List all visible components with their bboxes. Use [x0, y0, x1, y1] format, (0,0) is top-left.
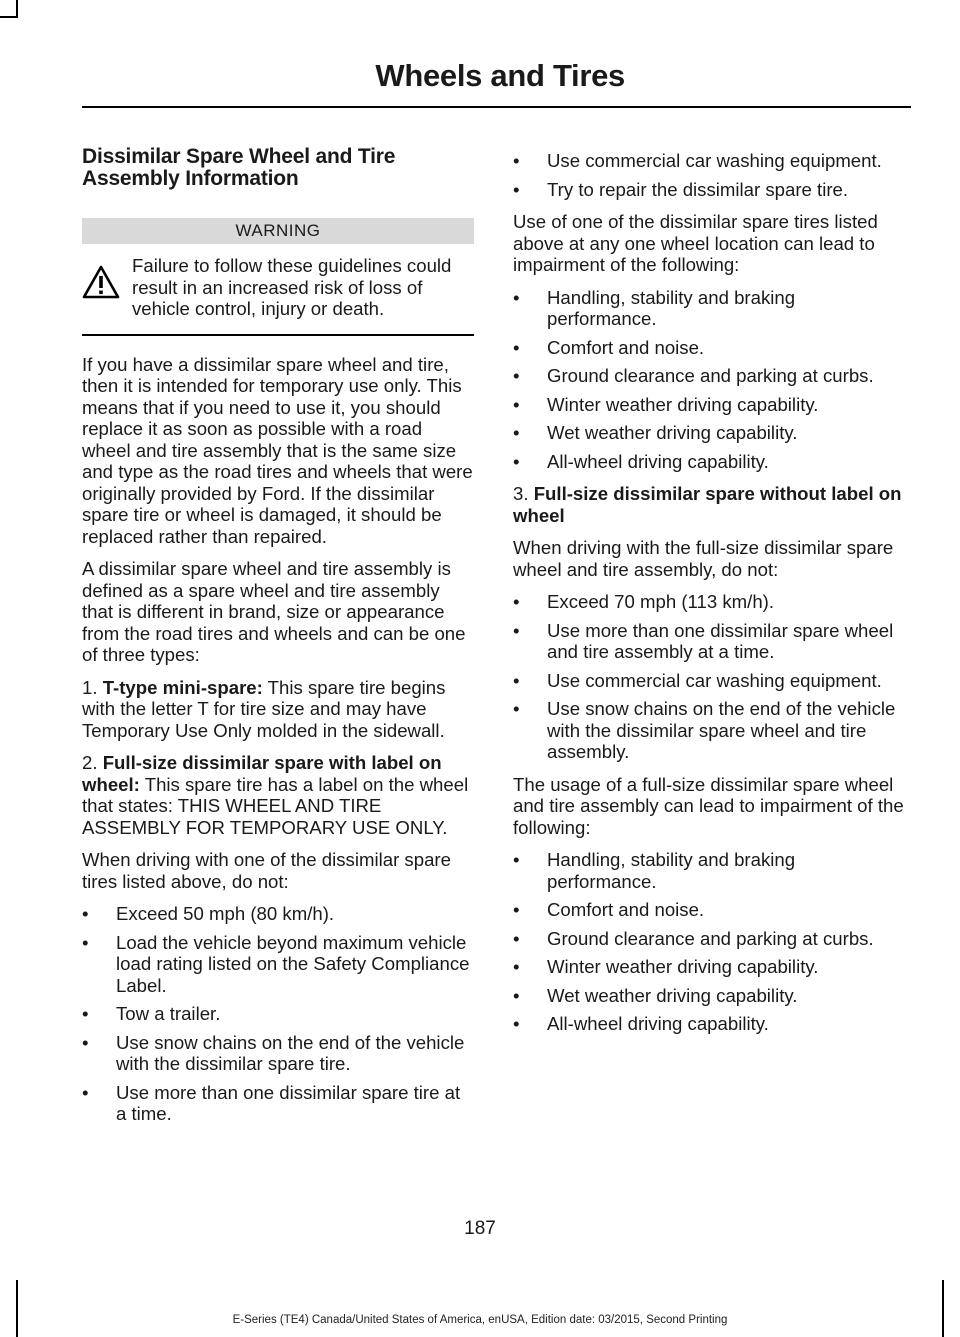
- list-item: [82, 932, 474, 997]
- bullet-marker: •: [513, 984, 520, 1006]
- list-item-text: Use snow chains on the end of the vehicle with the dissimilar spare wheel and tire assembly.: [547, 698, 896, 762]
- type-1-paragraph: [82, 677, 474, 742]
- list-item-text: Handling, stability and braking performance.: [547, 849, 796, 892]
- list-item-text: All-wheel driving capability.: [547, 450, 769, 472]
- list-item: [513, 956, 909, 978]
- bullet-marker: •: [513, 1013, 520, 1034]
- type-2-paragraph: [82, 752, 474, 838]
- bullet-list: [513, 591, 909, 763]
- bullet-marker: •: [513, 899, 520, 920]
- bullet-marker: •: [513, 450, 520, 472]
- list-item-text: Use more than one dissimilar spare wheel and tire assembly at a time.: [547, 619, 894, 662]
- page-number: 187: [464, 1218, 496, 1239]
- list-item: [513, 451, 909, 473]
- left-column: [82, 146, 474, 1136]
- warning-header: WARNING: [82, 218, 474, 244]
- paragraph: When driving with one of the dissimilar spare tires listed above, do not:: [82, 849, 451, 892]
- type-heading: T-type mini-spare:: [102, 676, 263, 698]
- footer-edition-text: E-Series (TE4) Canada/United States of America, enUSA, Edition date: 03/2015, Second Printing: [232, 1314, 728, 1326]
- bullet-marker: •: [513, 393, 520, 415]
- list-item-text: All-wheel driving capability.: [547, 1013, 769, 1034]
- list-item-text: Use commercial car washing equipment.: [547, 669, 882, 691]
- list-item-text: Use snow chains on the end of the vehicle with the dissimilar spare tire.: [116, 1031, 465, 1074]
- list-item-text: Exceed 70 mph (113 km/h).: [547, 591, 775, 612]
- bullet-marker: •: [513, 619, 520, 641]
- list-item: [513, 287, 909, 330]
- list-item-text: Handling, stability and braking performance.: [547, 286, 796, 329]
- list-item-text: Comfort and noise.: [547, 899, 705, 920]
- bullet-marker: •: [513, 849, 520, 870]
- warning-triangle-icon: [82, 255, 132, 304]
- paragraph: The usage of a full-size dissimilar spare wheel and tire assembly can lead to impairment of the following:: [513, 773, 904, 838]
- list-item: [513, 394, 909, 416]
- list-item-text: Use commercial car washing equipment.: [547, 150, 882, 171]
- list-item-text: Use more than one dissimilar spare tire at a time.: [116, 1081, 461, 1124]
- bullet-marker: •: [513, 927, 520, 949]
- list-item: [513, 1013, 909, 1035]
- list-item: [513, 365, 909, 387]
- bullet-marker: •: [82, 1003, 89, 1024]
- type-heading: Full-size dissimilar spare with label on wheel:: [82, 752, 442, 795]
- type-number: 1.: [82, 676, 103, 698]
- list-item: [513, 591, 909, 613]
- bullet-marker: •: [513, 336, 520, 358]
- list-item-text: Load the vehicle beyond maximum vehicle load rating listed on the Safety Compliance Label.: [116, 931, 470, 996]
- bullet-list: [513, 287, 909, 473]
- list-item: [513, 670, 909, 692]
- section-title: Dissimilar Spare Wheel and Tire Assembly Information: [82, 145, 396, 190]
- list-item: [513, 620, 909, 663]
- type-3-heading: [513, 483, 909, 526]
- paragraph: When driving with the full-size dissimilar spare wheel and tire assembly, do not:: [513, 537, 894, 580]
- bullet-list: [513, 849, 909, 1035]
- page-header-title: Wheels and Tires: [375, 58, 625, 93]
- list-item: [82, 1082, 474, 1125]
- crop-mark: [942, 1280, 944, 1337]
- crop-mark: [16, 1280, 18, 1337]
- bullet-marker: •: [513, 698, 520, 719]
- type-description: This spare tire has a label on the wheel that states: THIS WHEEL AND TIRE ASSEMBLY FOR TEMPORARY USE ONLY.: [82, 773, 469, 838]
- list-item: [513, 150, 909, 172]
- bullet-marker: •: [513, 150, 520, 171]
- right-column: [513, 150, 909, 1046]
- paragraph: A dissimilar spare wheel and tire assembly is defined as a spare wheel and tire assembly that is different in brand, size or appearance from the road tires and wheels and can be one of three types:: [82, 558, 466, 665]
- list-item: [82, 1003, 474, 1025]
- list-item: [82, 903, 474, 925]
- bullet-marker: •: [82, 903, 89, 924]
- bullet-marker: •: [513, 669, 520, 691]
- list-item: [513, 899, 909, 921]
- type-heading: Full-size dissimilar spare without label on wheel: [513, 483, 902, 526]
- bullet-marker: •: [513, 178, 520, 200]
- list-item: [513, 985, 909, 1007]
- bullet-marker: •: [513, 422, 520, 443]
- type-number: 3.: [513, 483, 534, 504]
- warning-box: [82, 255, 474, 336]
- list-item: [513, 422, 909, 444]
- bullet-list: [513, 150, 909, 200]
- header-rule: [82, 106, 911, 108]
- list-item-text: Wet weather driving capability.: [547, 422, 798, 443]
- list-item-text: Try to repair the dissimilar spare tire.: [547, 178, 849, 200]
- bullet-marker: •: [513, 591, 520, 612]
- list-item: [513, 179, 909, 201]
- bullet-marker: •: [82, 1031, 89, 1053]
- bullet-marker: •: [513, 286, 520, 308]
- list-item: [82, 1032, 474, 1075]
- list-item-text: Exceed 50 mph (80 km/h).: [116, 903, 335, 924]
- bullet-marker: •: [513, 956, 520, 977]
- bullet-list: [82, 903, 474, 1125]
- bullet-marker: •: [82, 931, 89, 953]
- type-number: 2.: [82, 752, 103, 773]
- bullet-marker: •: [513, 365, 520, 386]
- paragraph: Use of one of the dissimilar spare tires listed above at any one wheel location can lead to impairment of the following:: [513, 211, 878, 275]
- warning-text: Failure to follow these guidelines could result in an increased risk of loss of vehicle control, injury or death.: [132, 255, 452, 319]
- list-item: [513, 337, 909, 359]
- list-item-text: Tow a trailer.: [116, 1003, 221, 1024]
- list-item-text: Comfort and noise.: [547, 336, 705, 358]
- list-item-text: Winter weather driving capability.: [547, 956, 819, 977]
- list-item-text: Ground clearance and parking at curbs.: [547, 927, 874, 949]
- bullet-marker: •: [82, 1081, 89, 1103]
- list-item-text: Winter weather driving capability.: [547, 393, 819, 415]
- crop-mark: [0, 16, 18, 18]
- list-item-text: Ground clearance and parking at curbs.: [547, 365, 874, 386]
- paragraph: If you have a dissimilar spare wheel and tire, then it is intended for temporary use only. This means that if you need to use it, you should replace it as soon as possible with a road wheel and tire assembly that is the same size and type as the road tires and wheels that were originally provided by Ford. If the dissimilar spare tire or wheel is damaged, it should be replaced rather than repaired.: [82, 353, 473, 547]
- list-item: [513, 849, 909, 892]
- list-item-text: Wet weather driving capability.: [547, 984, 798, 1006]
- list-item: [513, 698, 909, 763]
- type-description: This spare tire begins with the letter T for tire size and may have Temporary Use Only molded in the sidewall.: [82, 676, 446, 741]
- list-item: [513, 928, 909, 950]
